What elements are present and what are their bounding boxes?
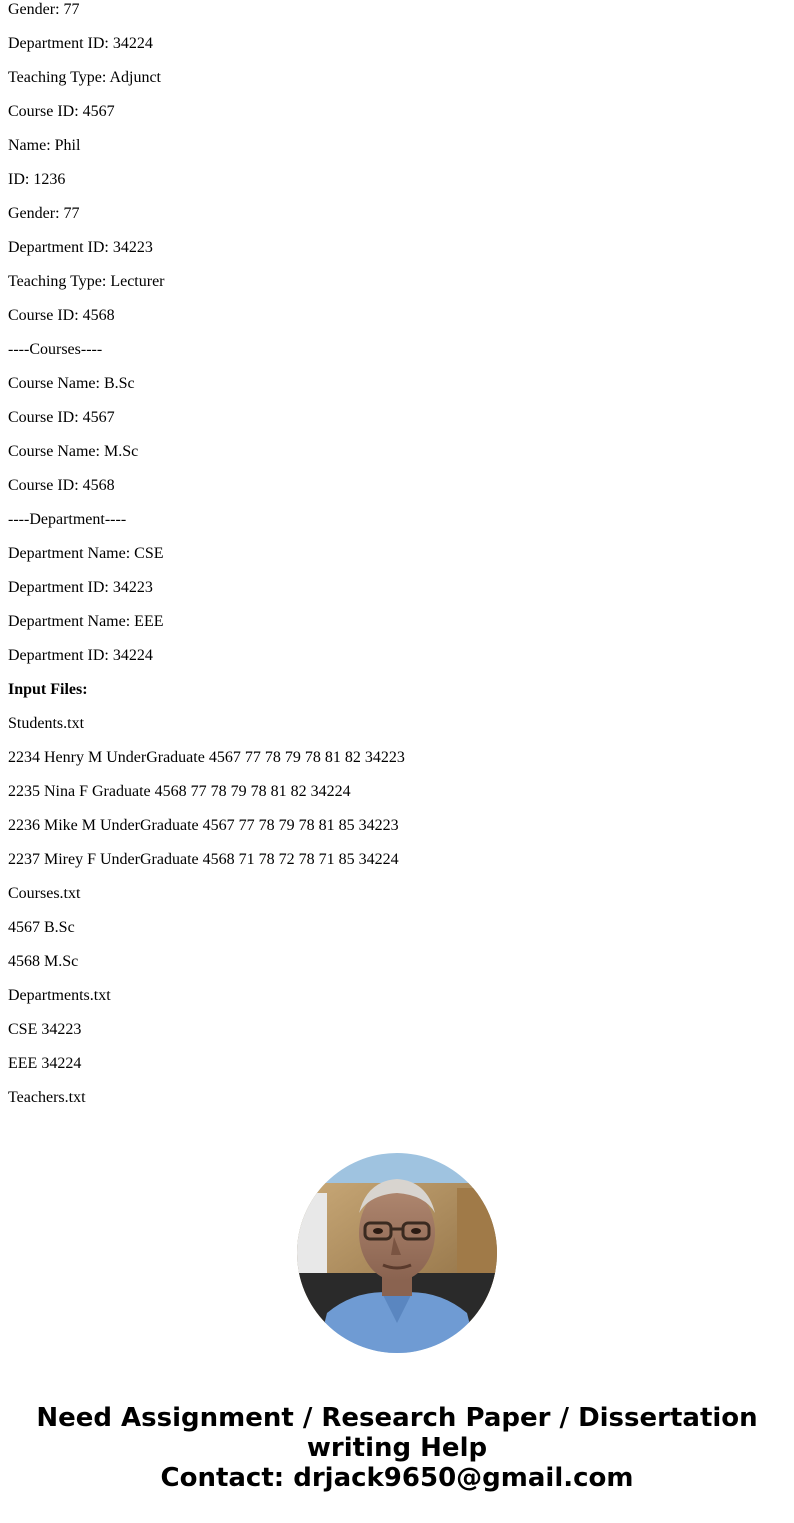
- section-heading: Input Files:: [8, 681, 88, 698]
- text-line: Department ID: 34223: [8, 579, 153, 596]
- text-line: Department ID: 34223: [8, 239, 153, 256]
- text-line: ID: 1236: [8, 171, 66, 188]
- text-line: 2236 Mike M UnderGraduate 4567 77 78 79 78 81 85 34223: [8, 817, 399, 834]
- text-line: Name: Phil: [8, 137, 81, 154]
- promo-subheadline: writing Help: [306, 1433, 488, 1463]
- text-line: Course ID: 4568: [8, 477, 115, 494]
- text-line: Course Name: B.Sc: [8, 375, 135, 392]
- text-line: Gender: 77: [8, 205, 80, 222]
- text-line: Course Name: M.Sc: [8, 443, 139, 460]
- text-line: Department ID: 34224: [8, 35, 153, 52]
- text-line: CSE 34223: [8, 1021, 82, 1038]
- text-line: 2235 Nina F Graduate 4568 77 78 79 78 81 82 34224: [8, 783, 351, 800]
- promo-banner: [0, 1403, 794, 1493]
- text-line: Gender: 77: [8, 1, 80, 18]
- text-line: 2237 Mirey F UnderGraduate 4568 71 78 72 78 71 85 34224: [8, 851, 399, 868]
- avatar-portrait-image: [297, 1153, 497, 1353]
- file-name: Students.txt: [8, 715, 85, 732]
- text-line: 2234 Henry M UnderGraduate 4567 77 78 79 78 81 82 34223: [8, 749, 405, 766]
- section-divider: ----Department----: [8, 511, 127, 528]
- text-line: Teaching Type: Adjunct: [8, 69, 161, 86]
- section-divider: ----Courses----: [8, 341, 103, 358]
- file-name: Courses.txt: [8, 885, 81, 902]
- file-name: Teachers.txt: [8, 1089, 86, 1106]
- promo-headline: Need Assignment / Research Paper / Dissertation: [36, 1403, 758, 1433]
- file-name: Departments.txt: [8, 987, 111, 1004]
- text-line: EEE 34224: [8, 1055, 82, 1072]
- text-line: 4567 B.Sc: [8, 919, 75, 936]
- contact-email: Contact: drjack9650@gmail.com: [160, 1463, 634, 1493]
- text-line: Course ID: 4568: [8, 307, 115, 324]
- text-line: Department Name: EEE: [8, 613, 164, 630]
- text-line: Department ID: 34224: [8, 647, 153, 664]
- text-line: Course ID: 4567: [8, 409, 115, 426]
- text-line: Department Name: CSE: [8, 545, 164, 562]
- text-line: 4568 M.Sc: [8, 953, 79, 970]
- avatar: [297, 1153, 497, 1353]
- text-line: Teaching Type: Lecturer: [8, 273, 165, 290]
- text-line: Course ID: 4567: [8, 103, 115, 120]
